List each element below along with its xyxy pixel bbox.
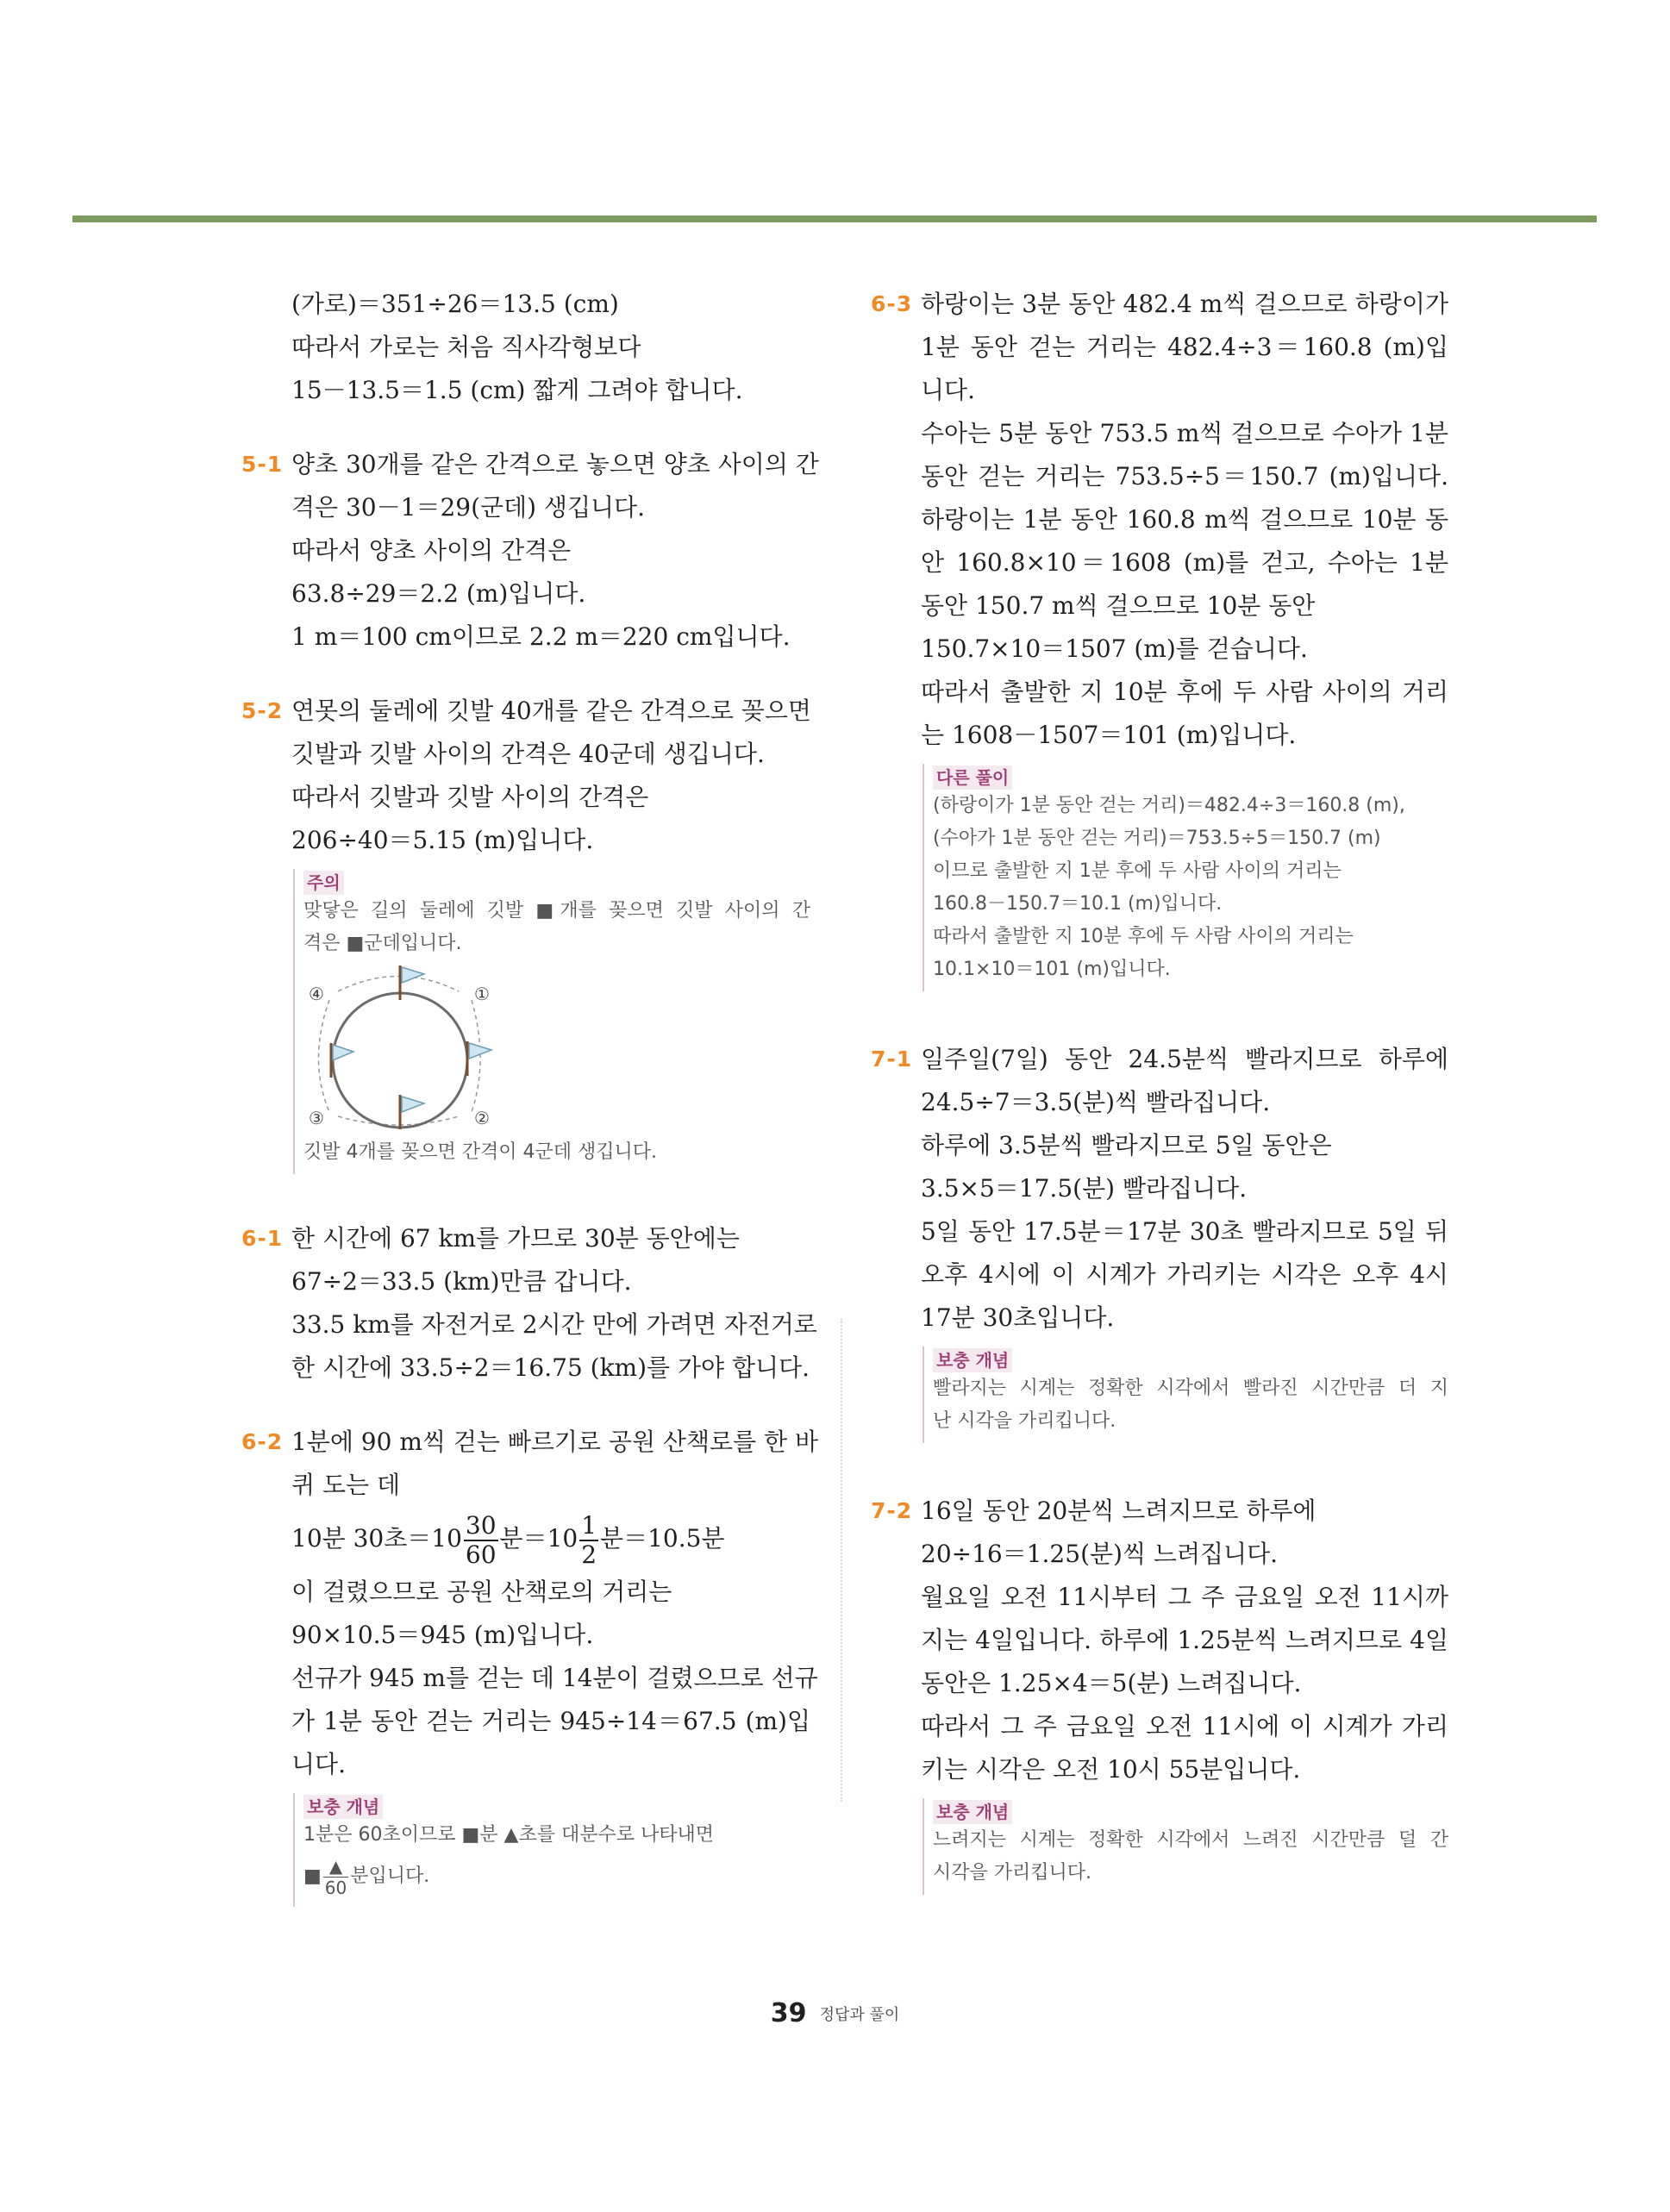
note-label: 주의 [303, 871, 344, 895]
text-line: 동안은 1.25×4＝5(분) 느려집니다. [921, 1669, 1302, 1697]
text-line: 니다. [921, 376, 975, 404]
text-line: 일주일(7일) 동안 24.5분씩 빨라지므로 하루에 [921, 1045, 1448, 1073]
column-divider [841, 1319, 842, 1802]
text-line: 33.5 km를 자전거로 2시간 만에 가려면 자전거로 [291, 1310, 817, 1339]
left-column [241, 283, 819, 1936]
flag-circle-diagram [303, 965, 510, 1129]
text-line: 5일 동안 17.5분＝17분 30초 빨라지므로 5일 뒤 [921, 1217, 1448, 1246]
intro-continuation [241, 283, 810, 412]
problem-number: 6-1 [241, 1226, 284, 1251]
text-line: 니다. [291, 1750, 346, 1778]
fraction-denominator: 60 [465, 1540, 497, 1569]
diagram-label: ① [474, 984, 490, 1004]
page-footer [0, 1998, 1670, 2028]
problem-6-3 [871, 283, 1448, 991]
text-line: 24.5÷7＝3.5(분)씩 빨라집니다. [921, 1088, 1271, 1116]
text-line: 수아는 5분 동안 753.5 m씩 걸으므로 수아가 1분 [921, 419, 1448, 447]
note-part: ■ [303, 1865, 322, 1887]
text-line: 따라서 가로는 처음 직사각형보다 [291, 333, 641, 361]
caution-note [293, 869, 810, 1174]
supplementary-note [923, 1798, 1448, 1895]
diagram-caption: 깃발 4개를 꽂으면 간격이 4군데 생깁니다. [303, 1141, 657, 1163]
note-line: 160.8－150.7＝10.1 (m)입니다. [933, 893, 1223, 915]
problem-6-1 [241, 1217, 817, 1390]
note-line: 난 시각을 가리킵니다. [933, 1410, 1116, 1432]
text-line: 하루에 3.5분씩 빨라지므로 5일 동안은 [921, 1131, 1332, 1159]
equation-part: 분＝10.5분 [600, 1524, 725, 1553]
note-line: (하랑이가 1분 동안 걷는 거리)＝482.4÷3＝160.8 (m), [933, 795, 1405, 816]
note-line: 1분은 60초이므로 ■분 ▲초를 대분수로 나타내면 [303, 1824, 714, 1846]
text-line: 한 시간에 33.5÷2＝16.75 (km)를 가야 합니다. [291, 1353, 810, 1382]
problem-5-1 [241, 443, 819, 659]
equation-part: 분＝10 [499, 1524, 579, 1553]
text-line: 따라서 그 주 금요일 오전 11시에 이 시계가 가리 [921, 1712, 1448, 1740]
text-line: 깃발과 깃발 사이의 간격은 40군데 생깁니다. [291, 740, 765, 768]
fraction-denominator: 60 [324, 1877, 347, 1898]
supplementary-note [923, 1347, 1448, 1443]
text-line: 67÷2＝33.5 (km)만큼 갑니다. [291, 1267, 632, 1296]
text-line: 가 1분 동안 걷는 거리는 945÷14＝67.5 (m)입 [291, 1707, 810, 1735]
text-line: 따라서 양초 사이의 간격은 [291, 536, 572, 565]
text-line: 하랑이는 3분 동안 482.4 m씩 걸으므로 하랑이가 [921, 290, 1448, 318]
text-line: 연못의 둘레에 깃발 40개를 같은 간격으로 꽂으면 [291, 697, 811, 725]
diagram-label: ④ [309, 984, 324, 1004]
fraction-equation [291, 1507, 810, 1571]
problem-7-1 [871, 1038, 1448, 1443]
problem-7-2 [871, 1490, 1448, 1895]
fraction [464, 1512, 498, 1569]
text-line: 한 시간에 67 km를 가므로 30분 동안에는 [291, 1224, 740, 1253]
diagram-label: ③ [309, 1108, 324, 1128]
top-divider-bar [72, 216, 1597, 222]
problem-number: 6-3 [871, 291, 913, 316]
text-line: 이 걸렸으므로 공원 산책로의 거리는 [291, 1578, 672, 1606]
problem-number: 7-2 [871, 1498, 913, 1523]
text-line: 퀴 도는 데 [291, 1471, 400, 1499]
text-line: 오후 4시에 이 시계가 가리키는 시각은 오후 4시 [921, 1260, 1448, 1289]
text-line: 16일 동안 20분씩 느려지므로 하루에 [921, 1497, 1317, 1525]
text-line: 1분 동안 걷는 거리는 482.4÷3＝160.8 (m)입 [921, 333, 1448, 361]
note-line: 빨라지는 시계는 정확한 시각에서 빨라진 시간만큼 더 지 [933, 1378, 1448, 1399]
note-line: 느려지는 시계는 정확한 시각에서 느려진 시간만큼 덜 간 [933, 1829, 1448, 1851]
text-line: 양초 30개를 같은 간격으로 놓으면 양초 사이의 간 [291, 450, 819, 478]
note-label: 보충 개념 [303, 1795, 383, 1819]
note-part: 분입니다. [350, 1865, 430, 1887]
text-line: 17분 30초입니다. [921, 1303, 1115, 1332]
footer-label: 정답과 풀이 [819, 2005, 900, 2024]
note-line: 이므로 출발한 지 1분 후에 두 사람 사이의 거리는 [933, 860, 1342, 882]
alternative-solution-note [923, 764, 1448, 991]
note-label: 보충 개념 [933, 1800, 1012, 1824]
note-label: 다른 풀이 [933, 765, 1012, 790]
fraction-numerator: ▲ [323, 1856, 348, 1878]
text-line: 격은 30－1＝29(군데) 생깁니다. [291, 493, 646, 522]
text-line: 15－13.5＝1.5 (cm) 짧게 그려야 합니다. [291, 376, 743, 404]
note-fraction-line [303, 1852, 810, 1902]
fraction-denominator: 2 [581, 1540, 597, 1569]
problem-number: 5-2 [241, 698, 284, 723]
supplementary-note [293, 1793, 810, 1907]
equation-part: 10분 30초＝10 [291, 1524, 462, 1553]
note-label: 보충 개념 [933, 1348, 1012, 1372]
problem-number: 5-1 [241, 452, 284, 477]
text-line: 는 1608－1507＝101 (m)입니다. [921, 721, 1297, 749]
problem-number: 6-2 [241, 1429, 284, 1454]
text-line: 키는 시각은 오전 10시 55분입니다. [921, 1755, 1301, 1784]
text-line: 월요일 오전 11시부터 그 주 금요일 오전 11시까 [921, 1583, 1448, 1611]
text-line: (가로)＝351÷26＝13.5 (cm) [291, 290, 619, 318]
right-column [871, 283, 1448, 1924]
text-line: 63.8÷29＝2.2 (m)입니다. [291, 579, 586, 608]
fraction-numerator: 1 [581, 1510, 597, 1540]
text-line: 150.7×10＝1507 (m)를 걷습니다. [921, 634, 1308, 663]
note-line: 시각을 가리킵니다. [933, 1862, 1092, 1884]
text-line: 선규가 945 m를 걷는 데 14분이 걸렸으므로 선규 [291, 1664, 818, 1692]
note-line: (수아가 1분 동안 걷는 거리)＝753.5÷5＝150.7 (m) [933, 828, 1381, 849]
text-line: 90×10.5＝945 (m)입니다. [291, 1621, 594, 1649]
text-line: 1분에 90 m씩 걷는 빠르기로 공원 산책로를 한 바 [291, 1428, 819, 1456]
text-line: 따라서 출발한 지 10분 후에 두 사람 사이의 거리 [921, 678, 1448, 706]
text-line: 3.5×5＝17.5(분) 빨라집니다. [921, 1174, 1248, 1203]
page-number: 39 [770, 1998, 807, 2028]
problem-number: 7-1 [871, 1047, 913, 1072]
note-line: 격은 ■군데입니다. [303, 933, 462, 954]
problem-6-2 [241, 1421, 819, 1907]
note-line: 맞닿은 길의 둘레에 깃발 ■개를 꽂으면 깃발 사이의 간 [303, 900, 810, 922]
text-line: 20÷16＝1.25(분)씩 느려집니다. [921, 1540, 1279, 1568]
note-line: 10.1×10＝101 (m)입니다. [933, 959, 1171, 980]
text-line: 206÷40＝5.15 (m)입니다. [291, 826, 594, 854]
text-line: 지는 4일입니다. 하루에 1.25분씩 느려지므로 4일 [921, 1626, 1448, 1654]
fraction [323, 1856, 348, 1898]
text-line: 1 m＝100 cm이므로 2.2 m＝220 cm입니다. [291, 622, 791, 651]
text-line: 따라서 깃발과 깃발 사이의 간격은 [291, 783, 649, 811]
fraction [579, 1512, 598, 1569]
fraction-numerator: 30 [465, 1510, 497, 1540]
note-line: 따라서 출발한 지 10분 후에 두 사람 사이의 거리는 [933, 926, 1354, 947]
text-line: 동안 150.7 m씩 걸으므로 10분 동안 [921, 591, 1316, 620]
text-line: 안 160.8×10＝1608 (m)를 걷고, 수아는 1분 [921, 548, 1448, 577]
text-line: 하랑이는 1분 동안 160.8 m씩 걸으므로 10분 동 [921, 505, 1448, 534]
problem-5-2 [241, 690, 810, 1174]
text-line: 동안 걷는 거리는 753.5÷5＝150.7 (m)입니다. [921, 462, 1448, 491]
diagram-label: ② [474, 1108, 490, 1128]
